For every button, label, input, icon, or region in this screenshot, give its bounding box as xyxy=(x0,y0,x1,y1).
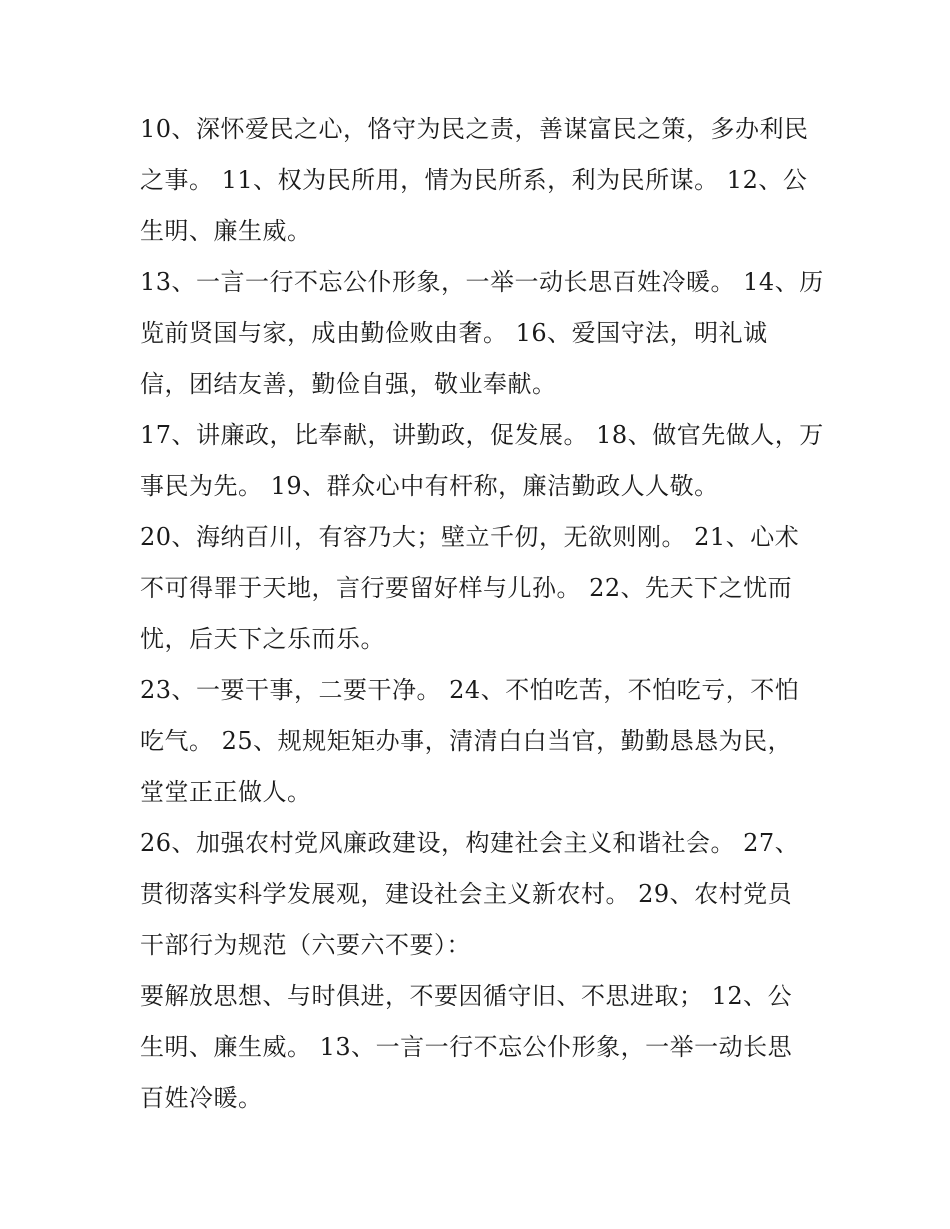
text-line-14: 堂堂正正做人。 xyxy=(140,778,312,806)
text-line-10: 不可得罪于天地，言行要留好样与儿孙。 22、先天下之忧而 xyxy=(140,574,793,602)
text-line-7: 17、讲廉政，比奉献，讲勤政，促发展。 18、做官先做人，万 xyxy=(140,421,824,449)
text-line-3: 生明、廉生威。 xyxy=(140,217,312,245)
text-line-11: 忧，后天下之乐而乐。 xyxy=(140,625,385,653)
document-body xyxy=(140,104,824,1124)
text-line-9: 20、海纳百川，有容乃大；壁立千仞，无欲则刚。 21、心术 xyxy=(140,523,800,551)
text-line-4: 13、一言一行不忘公仆形象，一举一动长思百姓冷暖。 14、历 xyxy=(140,268,824,296)
text-line-17: 干部行为规范（六要六不要）： xyxy=(140,931,471,959)
text-line-6: 信，团结友善，勤俭自强，敬业奉献。 xyxy=(140,370,557,398)
text-line-2: 之事。 11、权为民所用，情为民所系，利为民所谋。 12、公 xyxy=(140,166,808,194)
text-line-15: 26、加强农村党风廉政建设，构建社会主义和谐社会。 27、 xyxy=(140,829,800,857)
text-line-13: 吃气。 25、规规矩矩办事，清清白白当官，勤勤恳恳为民， xyxy=(140,727,793,755)
text-line-16: 贯彻落实科学发展观，建设社会主义新农村。 29、农村党员 xyxy=(140,880,793,908)
text-line-1: 10、深怀爱民之心，恪守为民之责，善谋富民之策，多办利民 xyxy=(140,115,809,143)
text-line-12: 23、一要干事，二要干净。 24、不怕吃苦，不怕吃亏，不怕 xyxy=(140,676,800,704)
text-line-20: 百姓冷暖。 xyxy=(140,1084,263,1112)
text-line-19: 生明、廉生威。 13、一言一行不忘公仆形象，一举一动长思 xyxy=(140,1033,793,1061)
text-line-5: 览前贤国与家，成由勤俭败由奢。 16、爱国守法，明礼诚 xyxy=(140,319,768,347)
text-line-18: 要解放思想、与时俱进，不要因循守旧、不思进取； 12、公 xyxy=(140,982,793,1010)
text-line-8: 事民为先。 19、群众心中有杆称，廉洁勤政人人敬。 xyxy=(140,472,719,500)
